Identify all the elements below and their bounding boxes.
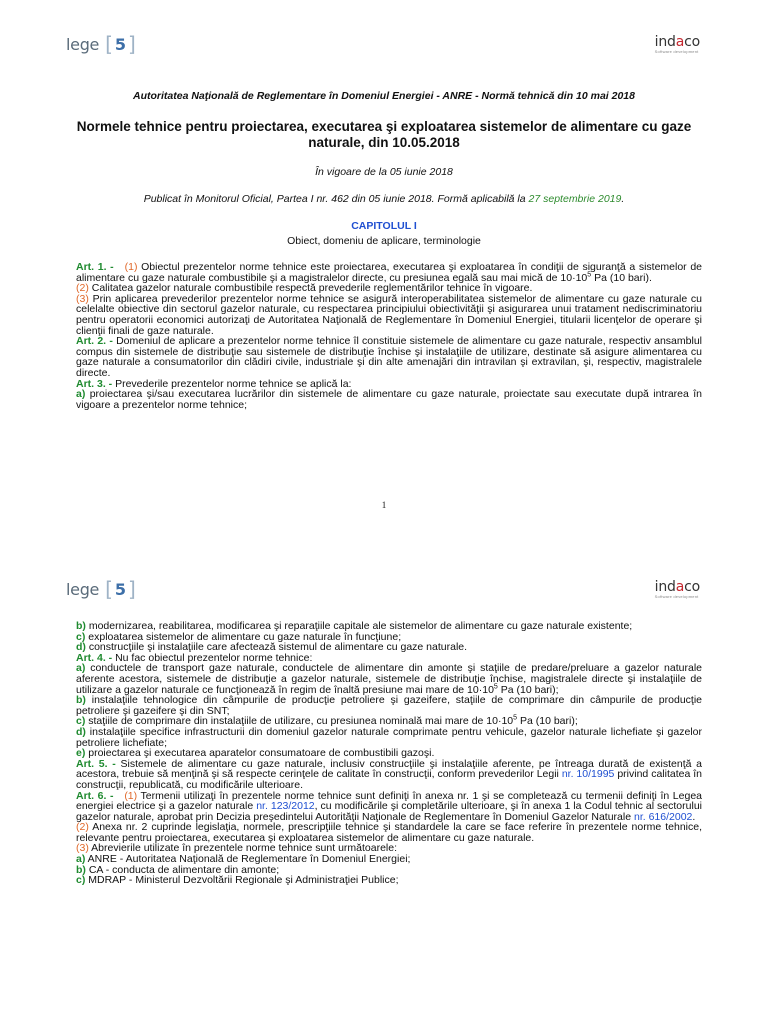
paragraph-number: (3) xyxy=(76,842,89,855)
article-3: Art. 3. - Prevederile prezentelor norme tehnice se aplică la: xyxy=(76,377,352,390)
item-letter: d) xyxy=(76,725,86,738)
lege-logo-text: lege xyxy=(66,34,100,54)
item-letter: a) xyxy=(76,853,86,866)
item-letter: b) xyxy=(76,620,86,632)
article-5: Art. 5. - Sistemele de alimentare cu gaze naturale, inclusiv construcţiile şi instalaţiile aferente, pe întreaga durată de existenţă a acestora, trebuie să menţină şi să respecte cerinţele de calitate în construcţii, conform prevederilor Legii nr. 10/1995 privind calitatea în construcţii, republicată, cu modificările ulterioare. xyxy=(76,757,703,791)
page-header xyxy=(0,0,768,60)
publication-text: Publicat în Monitorul Oficial, Partea I nr. 462 din 05 iunie 2018. Formă aplicabilă la xyxy=(143,193,529,205)
article-6-paragraph-2: (2) Anexa nr. 2 cuprinde legislaţia, normele, prescripţiile tehnice şi standardele la care se face referire în prezentele norme tehnice, relevante pentru proiectarea, executarea şi exploatarea sistemelor de alimentare cu gaze naturale. xyxy=(76,821,702,844)
page2-body xyxy=(66,621,702,886)
chapter-subtitle: Obiect, domeniu de aplicare, terminologie xyxy=(287,235,481,247)
article-6-paragraph-3: (3) Abrevierile utilizate în prezentele norme tehnice sunt următoarele: xyxy=(76,842,398,855)
indaco-logo xyxy=(655,34,700,54)
item-letter: a) xyxy=(76,388,86,401)
article-1-paragraph-2: (2) Calitatea gazelor naturale combustibile respectă prevederile reglementărilor tehnice în vigoare. xyxy=(76,282,533,295)
indaco-logo-text: indaco xyxy=(654,579,700,595)
paragraph-number: (1) xyxy=(124,789,138,802)
article-4-item-e: e) proiectarea şi executarea aparatelor consumatoare de combustibili gazoşi. xyxy=(76,747,435,760)
issuing-authority: Autoritatea Naţională de Reglementare în Domeniul Energiei - ANRE - Normă tehnică din 10 mai 2018 xyxy=(133,90,635,102)
page-header xyxy=(0,545,768,605)
article-label: Art. 3. - xyxy=(76,377,113,390)
indaco-logo-subtitle: Software development xyxy=(654,49,699,54)
lege-logo-digit: 5 xyxy=(114,579,127,599)
applicable-date: 27 septembrie 2019 xyxy=(528,193,622,205)
article-3-item-c: c) exploatarea sistemelor de alimentare cu gaze naturale în funcţiune; xyxy=(76,630,402,643)
indaco-logo xyxy=(655,579,700,599)
decision-link[interactable]: nr. 616/2002 xyxy=(633,810,693,823)
lege5-logo xyxy=(66,34,138,54)
paragraph-number: (2) xyxy=(76,282,89,295)
item-letter: c) xyxy=(76,874,86,887)
page-number: 1 xyxy=(381,500,387,510)
article-3-item-a: a) proiectarea şi/sau executarea lucrărilor din sistemele de alimentare cu gaze naturale, proiectate sau executate după intrarea în vigoare a prezentelor norme tehnice; xyxy=(76,388,702,411)
document-title: Normele tehnice pentru proiectarea, executarea şi exploatarea sistemelor de alimentare cu gaze naturale, din 10.05.2018 xyxy=(76,119,692,150)
chapter-heading: CAPITOLUL I xyxy=(351,220,417,232)
article-3-item-b: b) modernizarea, reabilitarea, modificarea şi reparaţiile capitale ale sistemelor de alimentare cu gaze naturale existente; xyxy=(76,620,633,632)
abbreviation-b: b) CA - conducta de alimentare din amonte; xyxy=(76,863,280,876)
article-label: Art. 2. - xyxy=(76,335,113,348)
paragraph-number: (2) xyxy=(76,821,89,834)
paragraph-number: (3) xyxy=(76,292,89,305)
paragraph-number: (1) xyxy=(124,261,138,273)
article-label: Art. 1. - xyxy=(76,261,114,273)
article-6-paragraph-1: Art. 6. - (1) Termenii utilizaţi în prezentele norme tehnice sunt definiţi în anexa nr. 1 şi se completează cu termenii definiţi în Legea energiei electrice şi a gazelor naturale nr. 123/2012, cu modificările şi completările ulterioare, şi în anexa 1 la Codul tehnic al sectorului gazelor naturale, aprobat prin Decizia preşedintelui Autorităţii Naţionale de Reglementare în Domeniul Gazelor Naturale nr. 616/2002. xyxy=(76,789,702,823)
item-letter: c) xyxy=(76,630,86,643)
article-4-item-c: c) staţiile de comprimare din instalaţiile de utilizare, cu presiunea nominală mai mare de $10\cdot 10^5$ Pa (10 bari); xyxy=(76,714,578,728)
item-letter: d) xyxy=(76,641,86,654)
lege5-logo xyxy=(66,579,138,599)
law-link[interactable]: nr. 10/1995 xyxy=(561,768,615,781)
indaco-logo-subtitle: Software development xyxy=(654,594,699,599)
article-1-paragraph-3: (3) Prin aplicarea prevederilor prezentelor norme tehnice se asigură interoperabilitatea sistemelor de alimentare cu gaze naturale cu celelalte obiective din sectorul gazelor naturale, cu respectarea principiului obiectivităţii şi asigurarea unui tratament nediscriminatoriu pentru operatorii economici autorizaţi de Autoritatea Naţională de Reglementare în Domeniul Energiei, titularii licenţelor de operare şi clienţii finali de gaze naturale. xyxy=(76,292,702,337)
item-letter: a) xyxy=(76,662,86,675)
in-force-date: În vigoare de la 05 iunie 2018 xyxy=(315,166,453,178)
publication-note: Publicat în Monitorul Oficial, Partea I nr. 462 din 05 iunie 2018. Formă aplicabilă la 27 septembrie 2019. xyxy=(143,193,625,205)
article-3-item-d: d) construcţiile şi instalaţiile care afectează sistemul de alimentare cu gaze naturale. xyxy=(76,641,468,654)
lege-logo-number: [ 5 ] xyxy=(105,32,136,56)
abbreviation-c: c) MDRAP - Ministerul Dezvoltării Regionale şi Administraţiei Publice; xyxy=(76,874,399,887)
lege-logo-digit: 5 xyxy=(114,34,127,54)
item-letter: b) xyxy=(76,863,86,876)
article-label: Art. 4. - xyxy=(76,651,113,664)
article-4-item-b: b) instalaţiile tehnologice din câmpurile de producţie petroliere şi gazeifere, staţiile de comprimare din câmpurile de producţie petroliere şi gazeifere şi din SNT; xyxy=(76,694,702,717)
item-letter: c) xyxy=(76,715,86,728)
indaco-logo-text: indaco xyxy=(654,34,700,50)
lege-logo-number: [ 5 ] xyxy=(105,577,136,601)
lege-logo-text: lege xyxy=(66,579,100,599)
item-letter: b) xyxy=(76,694,86,707)
law-link[interactable]: nr. 123/2012 xyxy=(256,800,315,813)
article-4: Art. 4. - Nu fac obiectul prezentelor norme tehnice: xyxy=(76,651,313,664)
article-label: Art. 6. - xyxy=(76,789,114,802)
article-label: Art. 5. - xyxy=(76,757,116,770)
article-2: Art. 2. - Domeniul de aplicare a prezentelor norme tehnice îl constituie sistemele de alimentare cu gaze naturale, respectiv ansamblul compus din sistemele de distribuţie sau sistemele de distribuţie închise şi instalaţiile de utilizare, destinate să asigure alimentarea cu gaze naturale a consumatorilor din clădiri civile, industriale şi din alte amenajări din intravilan şi extravilan, şi, respectiv, magistralele directe. xyxy=(76,335,702,379)
document-page-2 xyxy=(0,545,768,1024)
article-4-item-a: a) conductele de transport gaze naturale, conductele de alimentare din amonte şi staţiile de predare/preluare a gazelor naturale aferente acestora, sistemele de distribuţie a gazelor naturale, sistemele de distribuţie închise, magistralele directe şi instalaţiile de utilizare a gazelor naturale ce funcţionează în regim de înaltă presiune mai mare de $10\cdot 10^5$ Pa (10 bari); xyxy=(76,662,702,696)
page1-body xyxy=(66,262,702,410)
article-4-item-d: d) instalaţiile specifice infrastructurii din domeniul gazelor naturale comprimate pentru vehicule, gazelor naturale lichefiate şi gazelor petroliere lichefiate; xyxy=(76,725,702,749)
abbreviation-a: a) ANRE - Autoritatea Naţională de Reglementare în Domeniul Energiei; xyxy=(76,853,411,866)
article-1-paragraph-1: Art. 1. - (1) Obiectul prezentelor norme tehnice este proiectarea, executarea şi exploatarea în condiţii de siguranţă a sistemelor de alimentare cu gaze naturale combustibile şi a magistralelor directe, cu presiunea egală sau mai mică de $10\cdot 10^5$ Pa (10 bari). xyxy=(76,261,702,284)
item-letter: e) xyxy=(76,747,86,760)
